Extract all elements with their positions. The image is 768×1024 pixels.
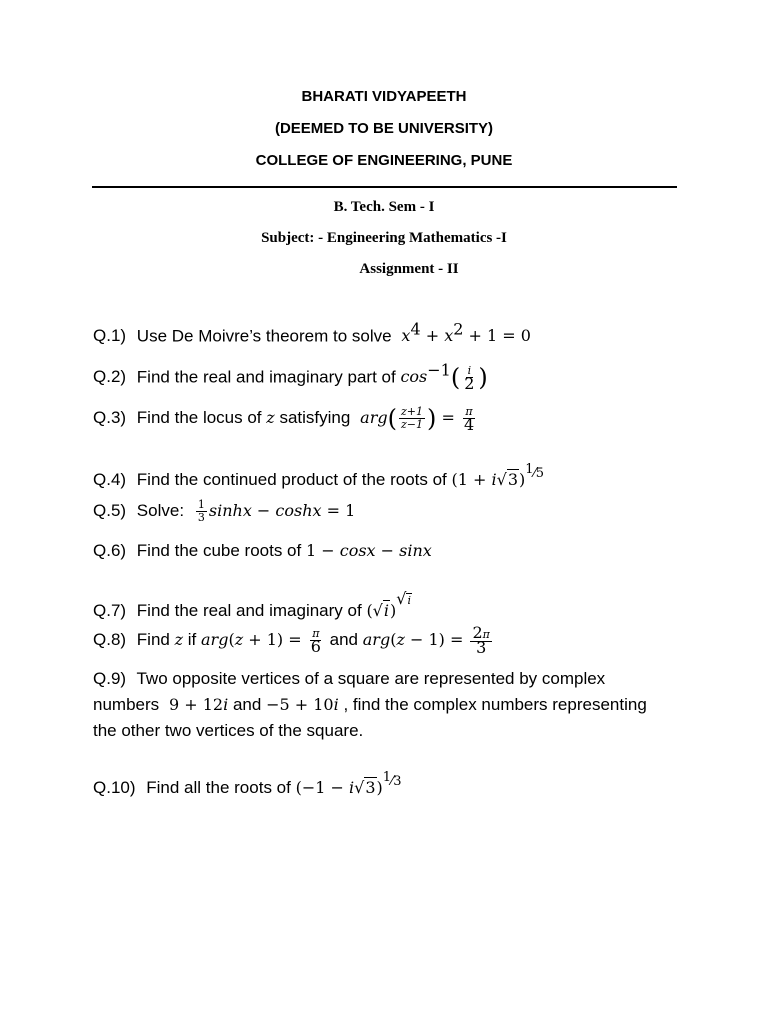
question-text: and — [232, 695, 262, 714]
question-5 — [93, 498, 355, 524]
question-number: Q.4) — [93, 470, 127, 489]
subject-line: Subject: - Engineering Mathematics -I — [261, 230, 507, 246]
question-3: Q.3) Find the locus of z satisfying arg( $\frac{z+1}{z-1}$ ) = $\frac{\pi}{4}$ — [93, 405, 478, 432]
math-expression: $\cos^{-1}$( $\frac{i}{2}$ ) — [400, 361, 488, 394]
university-name: BHARATI VIDYAPEETH — [301, 88, 467, 105]
math-expression: $(√i)^{√i}$ — [366, 589, 411, 620]
math-expression: arg( $\frac{z+1}{z-1}$ ) = $\frac{\pi}{4}$ — [355, 404, 475, 434]
question-number: Q.1) — [93, 326, 127, 346]
math-expression: 1 − cosx − sinx — [305, 541, 432, 560]
math-expression: arg(z − 1) = $\frac{2\pi}{3}$ — [362, 623, 490, 657]
university-status: (DEEMED TO BE UNIVERSITY) — [274, 120, 494, 137]
math-expression: $\frac{1}{3}$ sinhx − coshx = 1 — [197, 498, 356, 524]
question-text: Find the continued product of the roots of — [136, 470, 447, 489]
question-text: if — [187, 630, 197, 649]
question-text: Find the real and imaginary of — [136, 601, 362, 620]
math-expression: $x^4 + x^2 + 1 = 0$ — [396, 320, 531, 346]
question-text: , find the complex numbers representing the other two vertices of the square. — [93, 695, 647, 740]
question-text: Find — [136, 630, 170, 649]
question-text: Solve: — [136, 501, 185, 520]
question-text: Find the real and imaginary part of — [136, 367, 396, 387]
question-text: Find the locus of — [136, 408, 262, 427]
question-number: Q.5) — [93, 501, 127, 520]
question-4 — [93, 457, 544, 493]
question-text: Use De Moivre’s theorem to solve — [136, 326, 392, 346]
question-number: Q.10) — [93, 778, 136, 797]
question-number: Q.8) — [93, 630, 127, 649]
question-number: Q.6) — [93, 541, 127, 560]
question-text: satisfying — [279, 408, 351, 427]
header-divider — [92, 186, 677, 188]
question-9 — [93, 666, 653, 744]
math-expression: $(1 + i√3)^{1⁄5}$ — [451, 462, 545, 489]
question-7 — [93, 586, 412, 624]
question-number: Q.3) — [93, 408, 127, 427]
question-text: and — [329, 630, 359, 649]
math-expression: arg(z + 1) = $\frac{\pi}{6}$ — [201, 627, 321, 656]
question-text: Find all the roots of — [146, 778, 291, 797]
question-number: Q.9) — [93, 669, 127, 688]
question-number: Q.2) — [93, 367, 127, 387]
assignment-line: Assignment - II — [359, 261, 459, 277]
question-2 — [93, 358, 488, 394]
program-line: B. Tech. Sem - I — [333, 199, 435, 215]
question-1 — [93, 317, 531, 349]
question-8: Q.8) Find z if arg(z + 1) = $\frac{\pi}{6}$ and arg(z − 1) = $\frac{2\pi}{3}$ — [93, 627, 494, 654]
question-text: Find the cube roots of — [136, 541, 302, 560]
math-expression: $(-1 - i√3)^{1⁄3}$ — [295, 770, 402, 797]
math-expression: −5 + 10i — [266, 695, 339, 714]
question-10 — [93, 765, 401, 801]
question-6 — [93, 538, 432, 564]
college-name: COLLEGE OF ENGINEERING, PUNE — [255, 152, 513, 169]
question-number: Q.7) — [93, 601, 127, 620]
math-expression: 9 + 12i — [168, 695, 229, 714]
question-text: Two opposite vertices of a square are represented by complex numbers — [93, 669, 606, 714]
